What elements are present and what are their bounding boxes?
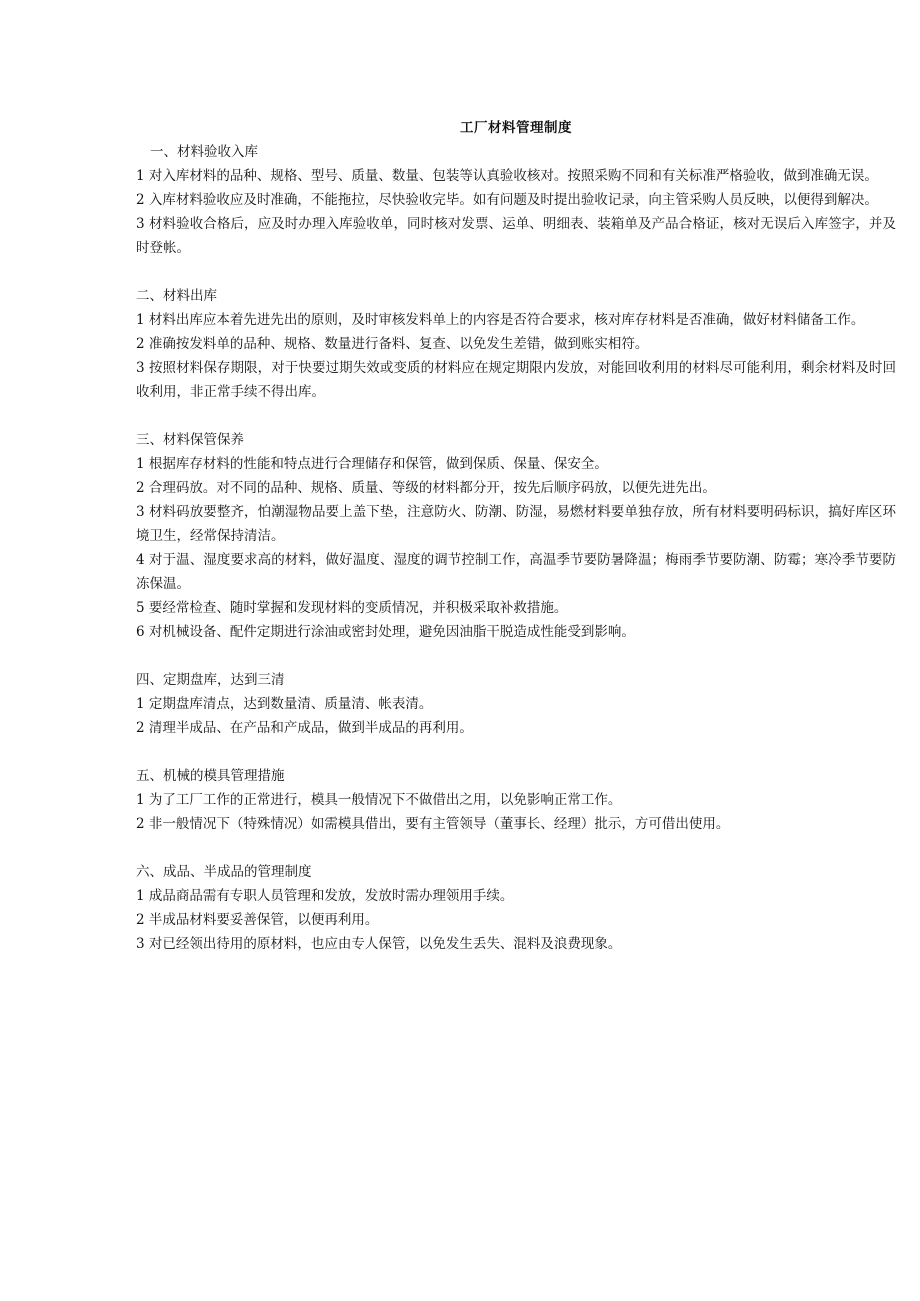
section-heading: 六、成品、半成品的管理制度: [136, 864, 312, 880]
list-item: 2 非一般情况下（特殊情况）如需模具借出，要有主管领导（董事长、经理）批示，方可借出使用。: [136, 816, 730, 832]
section-inventory-check: [136, 668, 896, 740]
section-heading: 二、材料出库: [136, 288, 217, 304]
list-item: 1 成品商品需有专职人员管理和发放，发放时需办理领用手续。: [136, 888, 514, 904]
list-item: 2 清理半成品、在产品和产成品，做到半成品的再利用。: [136, 720, 473, 736]
section-heading: 三、材料保管保养: [136, 432, 244, 448]
document-title: 工厂材料管理制度: [460, 120, 572, 136]
section-finished-goods: [136, 860, 896, 956]
list-item: 4 对于温、湿度要求高的材料，做好温度、湿度的调节控制工作，高温季节要防暑降温；梅雨季节要防潮、防霉；寒冷季节要防冻保温。: [136, 552, 896, 592]
section-storage-maintenance: [136, 428, 896, 644]
section-outbound: [136, 284, 896, 404]
list-item: 2 合理码放。对不同的品种、规格、质量、等级的材料都分开，按先后顺序码放，以便先进先出。: [136, 480, 716, 496]
list-item: 1 材料出库应本着先进先出的原则，及时审核发料单上的内容是否符合要求，核对库存材料是否准确，做好材料储备工作。: [136, 312, 865, 328]
list-item: 5 要经常检查、随时掌握和发现材料的变质情况，并积极采取补救措施。: [136, 600, 568, 616]
section-heading: 五、机械的模具管理措施: [136, 768, 285, 784]
list-item: 3 对已经领出待用的原材料，也应由专人保管，以免发生丢失、混料及浪费现象。: [136, 936, 622, 952]
section-receiving: [136, 140, 896, 260]
list-item: 3 材料码放要整齐，怕潮湿物品要上盖下垫，注意防火、防潮、防湿，易燃材料要单独存放，所有材料要明码标识，搞好库区环境卫生，经常保持清洁。: [136, 504, 896, 544]
list-item: 2 半成品材料要妥善保管，以便再利用。: [136, 912, 379, 928]
section-heading: 一、材料验收入库: [150, 144, 258, 160]
list-item: 3 材料验收合格后，应及时办理入库验收单，同时核对发票、运单、明细表、装箱单及产品合格证，核对无误后入库签字，并及时登帐。: [136, 216, 896, 256]
list-item: 2 准确按发料单的品种、规格、数量进行备料、复查、以免发生差错，做到账实相符。: [136, 336, 649, 352]
document-page: [136, 116, 896, 980]
section-mold-management: [136, 764, 896, 836]
list-item: 1 定期盘库清点，达到数量清、质量清、帐表清。: [136, 696, 433, 712]
list-item: 1 对入库材料的品种、规格、型号、质量、数量、包装等认真验收核对。按照采购不同和有关标准严格验收，做到准确无误。: [136, 168, 878, 184]
section-heading: 四、定期盘库，达到三清: [136, 672, 285, 688]
list-item: 6 对机械设备、配件定期进行涂油或密封处理，避免因油脂干脱造成性能受到影响。: [136, 624, 635, 640]
list-item: 2 入库材料验收应及时准确，不能拖拉，尽快验收完毕。如有问题及时提出验收记录，向主管采购人员反映，以便得到解决。: [136, 192, 878, 208]
list-item: 1 根据库存材料的性能和特点进行合理储存和保管，做到保质、保量、保安全。: [136, 456, 608, 472]
list-item: 1 为了工厂工作的正常进行，模具一般情况下不做借出之用，以免影响正常工作。: [136, 792, 622, 808]
list-item: 3 按照材料保存期限，对于快要过期失效或变质的材料应在规定期限内发放，对能回收利用的材料尽可能利用，剩余材料及时回收利用，非正常手续不得出库。: [136, 360, 896, 400]
